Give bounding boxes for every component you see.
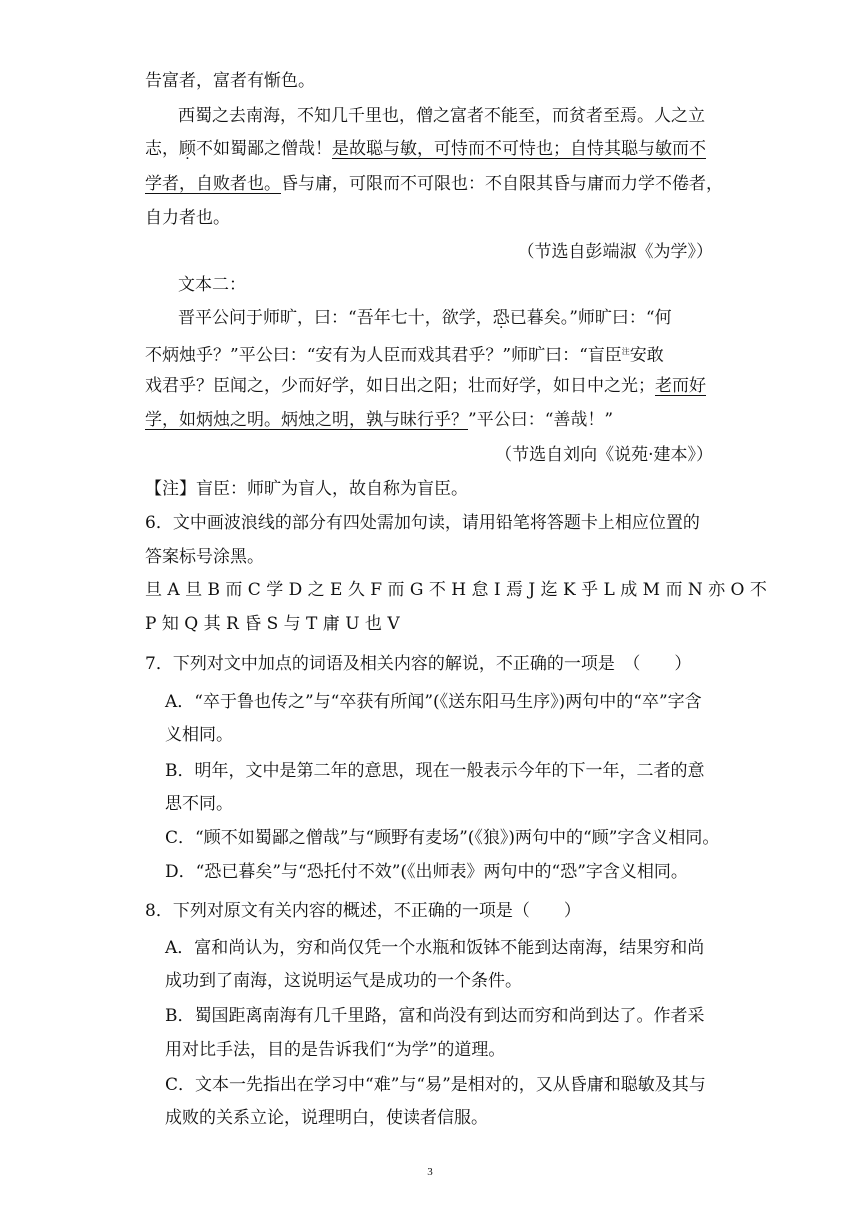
- question-8-option-c: 成败的关系立论，说理明白，使读者信服。: [165, 1108, 488, 1128]
- question-8-option-b: B．蜀国距离南海有几千里路，富和尚没有到达而穷和尚到达了。作者采: [165, 1006, 705, 1026]
- question-8-option-a: A．富和尚认为，穷和尚仅凭一个水瓶和饭钵不能到达南海，结果穷和尚: [165, 938, 705, 958]
- question-6-stem: 6．文中画波浪线的部分有四处需加句读，请用铅笔将答题卡上相应位置的: [145, 513, 700, 533]
- page-number: 3: [427, 1166, 433, 1178]
- underlined-passage: 学，如炳烛之明。炳烛之明，孰与昧行乎？: [145, 410, 468, 430]
- text2-line: 晋平公问于师旷，曰：“吾年七十，欲学，恐已暮矣。”师旷曰：“何: [178, 308, 672, 328]
- text2-line: 戏君乎？臣闻之，少而好学，如日出之阳；壮而好学，如日中之光；老而好: [145, 376, 706, 396]
- text1-line: 志，顾不如蜀鄙之僧哉！是故聪与敏，可恃而不可恃也；自恃其聪与敏而不: [145, 139, 706, 159]
- underlined-passage: 学者，自败者也。: [145, 174, 281, 194]
- emphasis-char: 恐: [492, 308, 510, 328]
- text2-line: 不炳烛乎？”平公曰：“安有为人臣而戏其君乎？”师旷曰：“盲臣$^注$安敢: [145, 345, 664, 366]
- text1-line: 西蜀之去南海，不知几千里也，僧之富者不能至，而贫者至焉。人之立: [178, 106, 705, 126]
- underlined-passage: 是故聪与敏，可恃而不可恃也；自恃其聪与敏而不: [332, 139, 706, 159]
- question-7-option-b: B．明年，文中是第二年的意思，现在一般表示今年的下一年，二者的意: [165, 761, 705, 781]
- question-7-stem: 7．下列对文中加点的词语及相关内容的解说，不正确的一项是 （ ）: [145, 654, 692, 674]
- question-7-option-a: A．“卒于鲁也传之”与“卒获有所闻”(《送东阳马生序》)两句中的“卒”字含: [165, 692, 702, 712]
- question-7-option-b: 思不同。: [165, 794, 233, 814]
- text1-tail: 告富者，富者有惭色。: [145, 71, 315, 91]
- question-6-stem: 答案标号涂黑。: [145, 547, 264, 567]
- question-7-option-a: 义相同。: [165, 725, 233, 745]
- question-8-stem: 8．下列对原文有关内容的概述，不正确的一项是（ ）: [145, 901, 581, 921]
- text1-line: 学者，自败者也。昏与庸，可限而不可限也：不自限其昏与庸而力学不倦者，: [145, 174, 723, 194]
- source-citation-2: （节选自刘向《说苑·建本》）: [495, 445, 713, 465]
- underlined-passage: 老而好: [655, 376, 706, 396]
- text1-line: 自力者也。: [145, 208, 230, 228]
- question-8-option-a: 成功到了南海，这说明运气是成功的一个条件。: [165, 971, 522, 991]
- text2-line: 学，如炳烛之明。炳烛之明，孰与昧行乎？”平公曰：“善哉！”: [145, 410, 614, 430]
- question-8-option-b: 用对比手法，目的是告诉我们“为学”的道理。: [165, 1040, 506, 1060]
- text2-label: 文本二：: [178, 275, 246, 295]
- emphasis-char: 顾: [179, 139, 196, 159]
- note-marker: 注: [621, 347, 630, 356]
- question-6-sequence: P 知 Q 其 R 昏 S 与 T 庸 U 也 V: [145, 614, 400, 634]
- question-8-option-c: C．文本一先指出在学习中“难”与“易”是相对的，又从昏庸和聪敏及其与: [165, 1075, 706, 1095]
- question-7-option-c: C．“顾不如蜀鄙之僧哉”与“顾野有麦场”(《狼》)两句中的“顾”字含义相同。: [165, 828, 720, 848]
- question-7-option-d: D．“恐已暮矣”与“恐托付不效”(《出师表》两句中的“恐”字含义相同。: [165, 862, 688, 882]
- annotation-note: 【注】盲臣：师旷为盲人，故自称为盲臣。: [145, 479, 468, 499]
- question-6-sequence: 旦 A 旦 B 而 C 学 D 之 E 久 F 而 G 不 H 怠 I 焉 J 迄 K 乎 L 成 M 而 N 亦 O 不: [145, 580, 767, 600]
- source-citation-1: （节选自彭端淑《为学》）: [517, 242, 713, 262]
